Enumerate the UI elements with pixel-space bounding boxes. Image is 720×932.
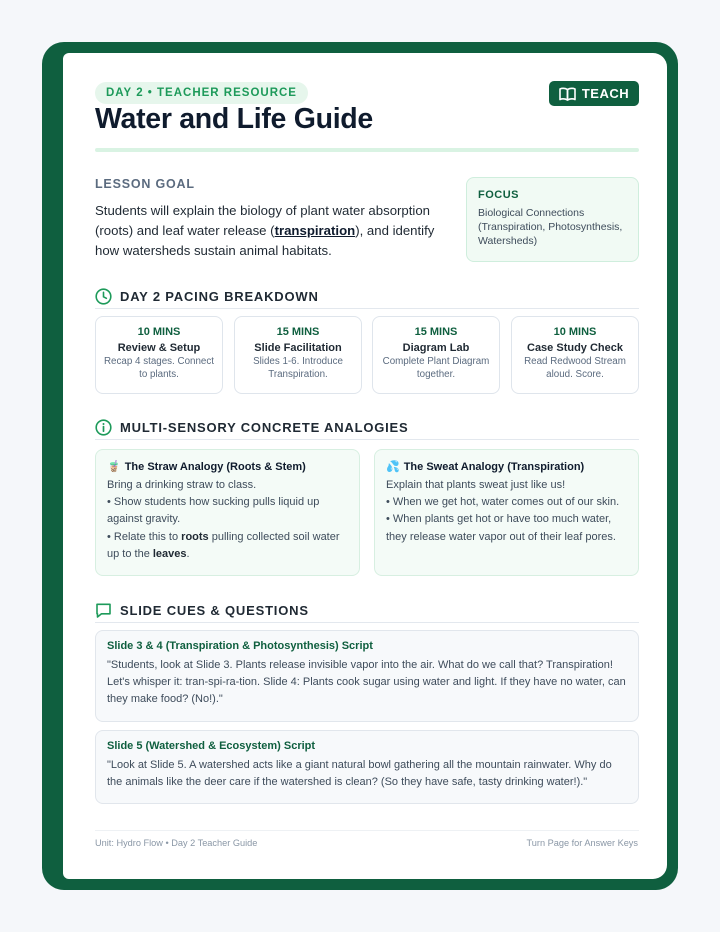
pacing-description: Recap 4 stages. Connect to plants. (103, 356, 214, 380)
pacing-duration: 10 MINS (137, 326, 181, 338)
pacing-description: Read Redwood Stream aloud. Score. (524, 356, 626, 380)
page-title: Water and Life Guide (95, 103, 373, 135)
focus-title: FOCUS (478, 189, 519, 201)
day-badge: DAY 2 • TEACHER RESOURCE (95, 82, 308, 104)
script-card (95, 630, 639, 722)
info-icon (95, 419, 112, 436)
lesson-goal-text: Students will explain the biology of plant water absorption (roots) and leaf water release (transpiration), and identify how watersheds sustain animal habitats. (95, 203, 435, 258)
pacing-duration: 15 MINS (414, 326, 458, 338)
straw-analogy-card (95, 449, 360, 576)
pacing-description: Complete Plant Diagram together. (382, 356, 490, 380)
straw-analogy-body: Bring a drinking straw to class. • Show students how sucking pulls liquid up against gravity. • Relate this to roots pulling collected soil water up to the leaves. (107, 479, 340, 560)
pacing-block (95, 316, 223, 394)
lesson-goal-label: LESSON GOAL (95, 177, 195, 191)
script-title: Slide 3 & 4 (Transpiration & Photosynthesis) Script (107, 640, 373, 652)
pacing-duration: 15 MINS (276, 326, 320, 338)
pacing-divider (95, 308, 639, 309)
book-icon (559, 87, 576, 101)
teach-badge (549, 81, 639, 106)
sweat-analogy-body: Explain that plants sweat just like us! • When we get hot, water comes out of our skin. • When plants get hot or have too much water, they release water vapor out of their leaf pores. (386, 479, 620, 543)
focus-text: Biological Connections (Transpiration, Photosynthesis, Watersheds) (478, 207, 623, 247)
pacing-duration: 10 MINS (553, 326, 597, 338)
pacing-activity: Case Study Check (527, 342, 623, 354)
droplets-icon: 💦 (386, 461, 400, 473)
title-divider (95, 148, 639, 152)
footer-next: Turn Page for Answer Keys (526, 838, 638, 848)
pacing-description: Slides 1-6. Introduce Transpiration. (253, 356, 343, 380)
clock-icon (95, 288, 112, 305)
sweat-analogy-title: 💦 The Sweat Analogy (Transpiration) (386, 460, 585, 473)
footer-divider (95, 830, 639, 831)
analogies-heading: MULTI-SENSORY CONCRETE ANALOGIES (95, 417, 409, 437)
cup-icon: 🧋 (107, 461, 121, 473)
pacing-block (234, 316, 362, 394)
sweat-analogy-card (374, 449, 639, 576)
script-card (95, 730, 639, 804)
pacing-block (511, 316, 639, 394)
script-title: Slide 5 (Watershed & Ecosystem) Script (107, 740, 316, 752)
cues-divider (95, 622, 639, 623)
focus-card (466, 177, 639, 262)
pacing-activity: Slide Facilitation (254, 342, 342, 354)
straw-analogy-title: 🧋 The Straw Analogy (Roots & Stem) (107, 460, 306, 473)
cues-heading: SLIDE CUES & QUESTIONS (95, 600, 309, 620)
script-text: "Students, look at Slide 3. Plants release invisible vapor into the air. What do we call that? Transpiration! Let's whisper it: tran-spi-ra-tion. Slide 4: Plants cook sugar using water and light. If they have no water, can they make food? (No!)." (107, 659, 626, 706)
keyword-transpiration: transpiration (274, 223, 356, 238)
chat-icon (95, 602, 112, 619)
pacing-activity: Review & Setup (117, 342, 201, 354)
analogies-divider (95, 439, 639, 440)
pacing-block (372, 316, 500, 394)
pacing-heading: DAY 2 PACING BREAKDOWN (95, 286, 319, 306)
script-text: "Look at Slide 5. A watershed acts like a giant natural bowl gathering all the mountain rainwater. Why do the animals like the deer care if the watershed is clean? (So they have safe, tasty drinking water!)." (107, 759, 612, 789)
pacing-activity: Diagram Lab (402, 342, 470, 354)
teach-label: TEACH (581, 86, 630, 101)
footer-unit: Unit: Hydro Flow • Day 2 Teacher Guide (95, 838, 258, 848)
